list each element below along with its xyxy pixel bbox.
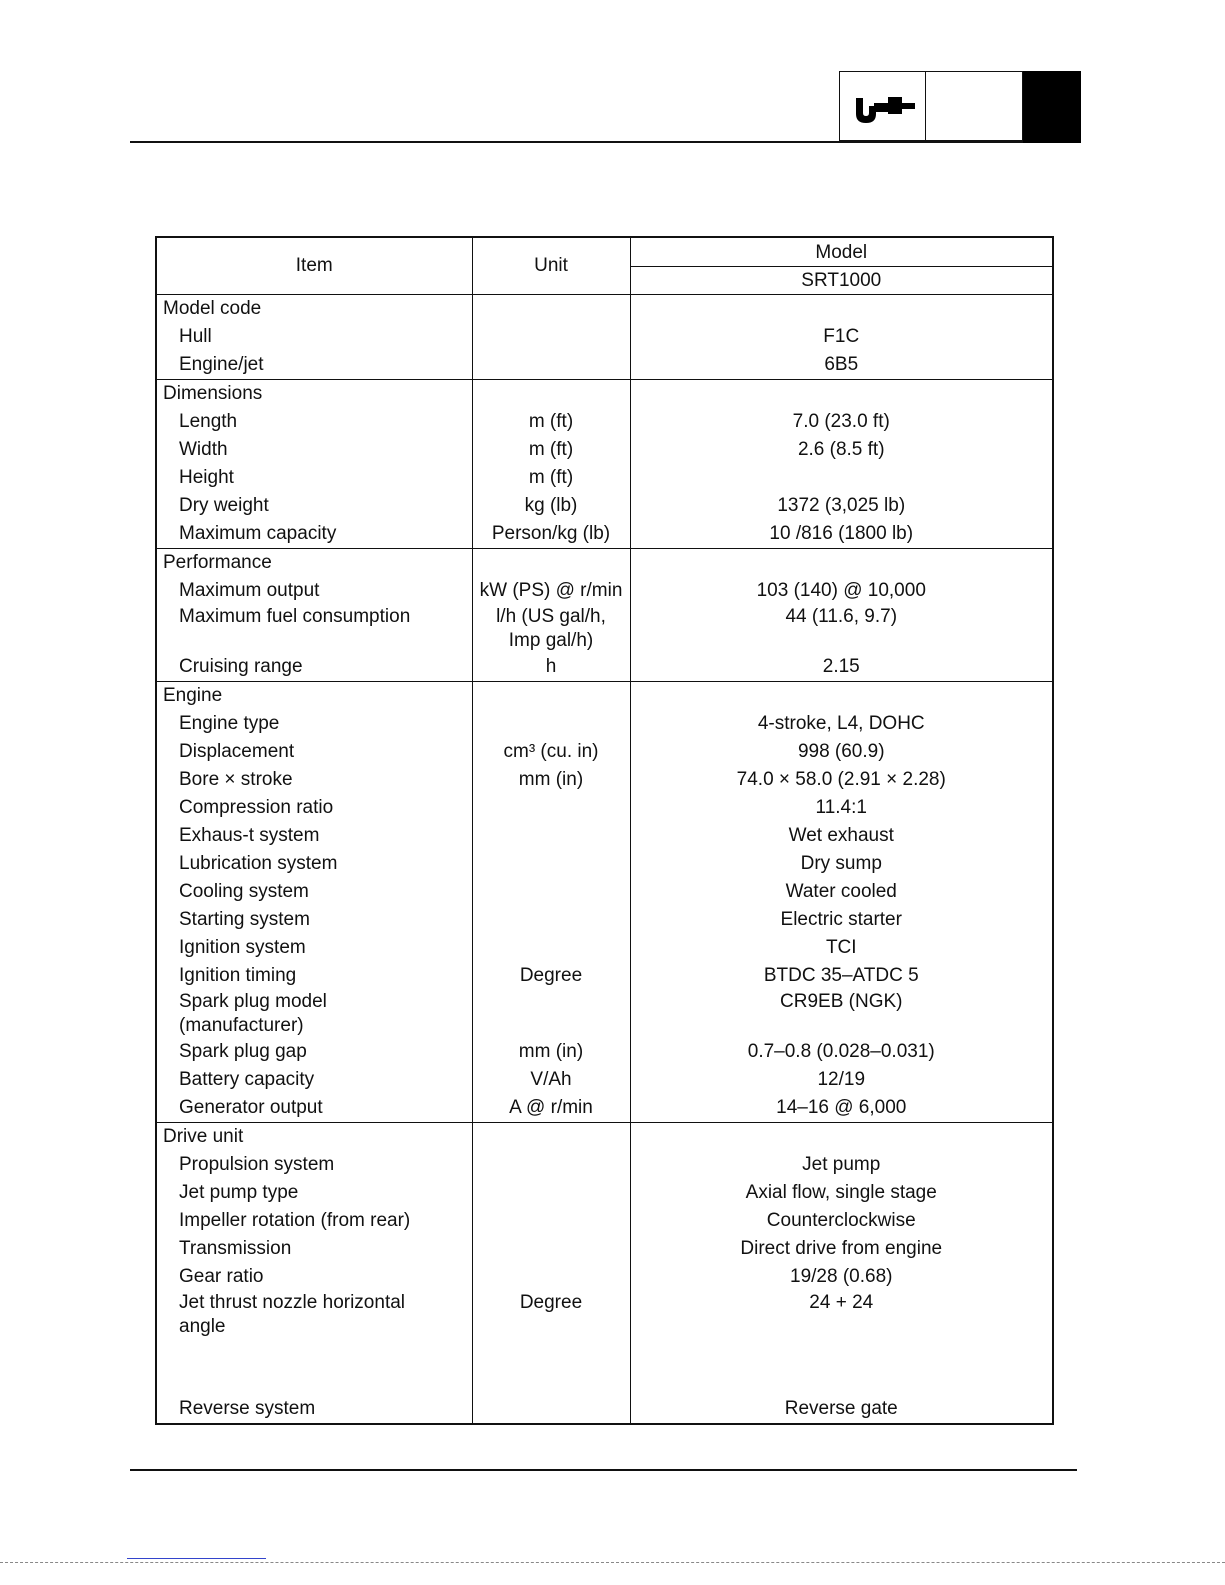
spec-unit: Degree [472,962,630,990]
table-row [156,520,1053,549]
spec-item: Jet pump type [156,1179,472,1207]
spec-item: Ignition system [156,934,472,962]
spec-item: Maximum output [156,577,472,605]
spec-value: 12/19 [817,1069,866,1090]
group-value-empty [630,682,1053,711]
spec-item: Cruising range [156,653,472,682]
table-row [156,492,1053,520]
spec-unit [472,323,630,351]
spec-value: 6B5 [630,351,1053,380]
group-title-row [156,1123,1053,1152]
table-row [156,1291,1053,1339]
table-row [156,1235,1053,1263]
table-row [156,1151,1053,1179]
spec-unit: mm (in) [472,766,630,794]
spec-unit [472,850,630,878]
section-tab [839,71,1023,141]
black-thumb-tab [1023,71,1081,143]
spec-unit: m (ft) [472,464,630,492]
spec-item: Transmission [156,1235,472,1263]
spec-value: CR9EB (NGK) [780,991,903,1012]
spec-item: Starting system [156,906,472,934]
table-row [156,990,1053,1038]
spec-value: 24 + 24 [809,1292,874,1313]
spec-value: Water cooled [785,881,897,902]
spec-value: 19/28 (0.68) [790,1266,893,1287]
spec-item: Generator output [156,1094,472,1123]
spec-value: 1372 (3,025 lb) [777,495,906,516]
group-value-empty [630,380,1053,409]
table-row [156,794,1053,822]
table-row [156,1395,1053,1424]
spec-unit [472,1395,630,1424]
group-title-row [156,380,1053,409]
spec-value: 4-stroke, L4, DOHC [757,713,925,734]
spec-value: 10 /816 (1800 lb) [630,520,1053,549]
spec-item: Length [156,408,472,436]
group-unit-empty [472,682,630,711]
spec-unit [472,794,630,822]
spec-item: Dry weight [156,492,472,520]
spec-value: BTDC 35–ATDC 5 [763,965,919,986]
spec-value: Direct drive from engine [740,1238,943,1259]
spec-value: Electric starter [780,909,902,930]
spec-value: 74.0 × 58.0 (2.91 × 2.28) [736,769,946,790]
spec-item: Reverse system [156,1395,472,1424]
group-title: Dimensions [156,380,472,409]
table-row [156,1179,1053,1207]
header-model-label: Model [631,239,1053,267]
table-row [156,605,1053,653]
spec-unit [472,906,630,934]
spec-item: Gear ratio [156,1263,472,1291]
table-row [156,351,1053,380]
header-rule [130,141,1023,143]
group-unit-empty [472,1123,630,1152]
table-row [156,878,1053,906]
caliper-icon [850,92,920,126]
spec-value [630,464,1053,492]
table-row [156,766,1053,794]
spec-unit: l/h (US gal/h, Imp gal/h) [472,605,630,653]
specification-table [155,236,1054,1425]
spec-item: Ignition timing [156,962,472,990]
spec-item: Bore × stroke [156,766,472,794]
spec-item: Displacement [156,738,472,766]
spec-unit [472,1179,630,1207]
spec-item: Width [156,436,472,464]
table-row [156,906,1053,934]
spec-item: Spark plug model (manufacturer) [156,990,472,1038]
spec-item: Lubrication system [156,850,472,878]
spec-unit: A @ r/min [472,1094,630,1123]
spec-value: Wet exhaust [788,825,894,846]
spec-item: Compression ratio [156,794,472,822]
spec-value: 11.4:1 [815,797,867,818]
header-model-name: SRT1000 [801,269,882,291]
group-title: Performance [156,549,472,578]
spec-unit: Degree [472,1291,630,1339]
spec-unit: m (ft) [472,436,630,464]
spec-item: Cooling system [156,878,472,906]
table-row [156,1094,1053,1123]
group-title: Model code [156,295,472,324]
spec-unit [472,710,630,738]
group-title-row [156,549,1053,578]
table-row [156,436,1053,464]
spec-value: Dry sump [800,853,882,874]
spec-value: 7.0 (23.0 ft) [792,411,890,432]
spec-value: Reverse gate [630,1395,1053,1424]
header-unit: Unit [472,237,630,295]
table-row [156,464,1053,492]
spec-item: Impeller rotation (from rear) [156,1207,472,1235]
spec-value: 44 (11.6, 9.7) [785,606,898,627]
spec-item: Battery capacity [156,1066,472,1094]
group-value-empty [630,295,1053,324]
spec-value: 0.7–0.8 (0.028–0.031) [747,1041,935,1062]
spec-unit [472,1151,630,1179]
spec-value: 2.15 [630,653,1053,682]
spec-item: Maximum fuel consumption [156,605,472,653]
spec-unit: kg (lb) [472,492,630,520]
spec-value: F1C [823,326,860,347]
group-title: Engine [156,682,472,711]
table-header-row [156,237,1053,295]
page-edge-dotted-line [0,1562,1225,1563]
spec-unit [472,1235,630,1263]
spec-value: 998 (60.9) [797,741,885,762]
spec-item: Engine type [156,710,472,738]
group-unit-empty [472,295,630,324]
footer-rule [130,1469,1077,1471]
spec-unit [472,878,630,906]
table-row [156,822,1053,850]
spec-item: Height [156,464,472,492]
spec-unit: mm (in) [472,1038,630,1066]
group-title-row [156,295,1053,324]
spec-unit [472,1207,630,1235]
table-row [156,934,1053,962]
table-row [156,850,1053,878]
table-row [156,653,1053,682]
table-row [156,408,1053,436]
table-row [156,1066,1053,1094]
group-value-empty [630,549,1053,578]
spec-value: TCI [825,937,857,958]
spacer-row [156,1339,1053,1395]
header-item: Item [156,237,472,295]
spec-value: Jet pump [802,1154,881,1175]
table-row [156,1038,1053,1066]
spec-unit [472,934,630,962]
group-value-empty [630,1123,1053,1152]
spec-value: Counterclockwise [766,1210,916,1231]
spec-item: Jet thrust nozzle horizontal angle [156,1291,472,1339]
spec-value: 2.6 (8.5 ft) [797,439,885,460]
spec-unit: h [472,653,630,682]
group-title: Drive unit [156,1123,472,1152]
spec-item: Engine/jet [156,351,472,380]
spec-value: Axial flow, single stage [745,1182,937,1203]
spec-unit [472,1263,630,1291]
group-unit-empty [472,380,630,409]
table-row [156,323,1053,351]
spec-unit: V/Ah [472,1066,630,1094]
table-row [156,962,1053,990]
spec-value: 103 (140) @ 10,000 [756,580,926,601]
spec-unit [472,990,630,1038]
spec-unit [472,351,630,380]
table-row [156,710,1053,738]
spec-unit [472,822,630,850]
group-title-row [156,682,1053,711]
table-row [156,1207,1053,1235]
table-row [156,738,1053,766]
spec-item: Propulsion system [156,1151,472,1179]
header-model [630,237,1053,295]
table-row [156,577,1053,605]
spec-item: Maximum capacity [156,520,472,549]
spec-item: Exhaus-t system [156,822,472,850]
spec-value: 14–16 @ 6,000 [630,1094,1053,1123]
spec-unit: kW (PS) @ r/min [472,577,630,605]
spec-unit: cm³ (cu. in) [472,738,630,766]
group-unit-empty [472,549,630,578]
bottom-link-underline [127,1558,266,1559]
spec-unit: m (ft) [472,408,630,436]
spec-unit: Person/kg (lb) [472,520,630,549]
spec-item: Hull [156,323,472,351]
table-row [156,1263,1053,1291]
spec-item: Spark plug gap [156,1038,472,1066]
